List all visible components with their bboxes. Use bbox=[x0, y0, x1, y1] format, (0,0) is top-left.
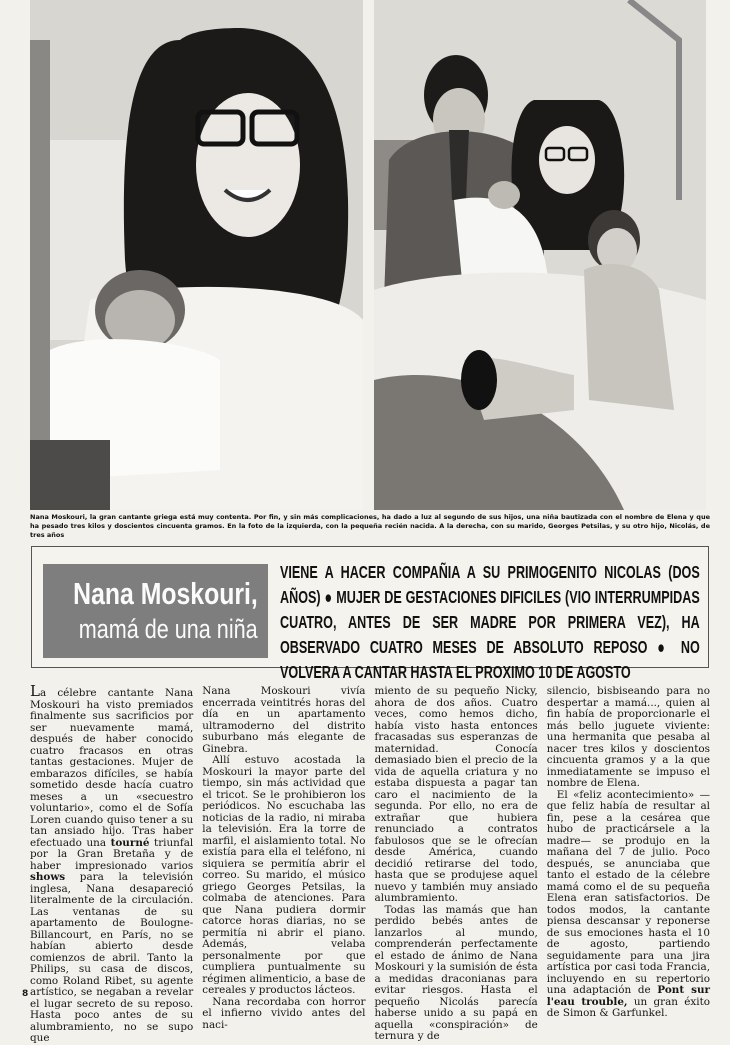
photo-spread bbox=[30, 0, 706, 510]
title-line-2: mamá de una niña bbox=[79, 614, 258, 644]
article-column-2 bbox=[202, 685, 366, 1031]
article-column-1 bbox=[30, 682, 194, 1044]
paragraph: silencio, bisbiseando para no despertar a mamá..., quien al fin había de proporcionarle el más bello juguete viviente: una hermanita que pesaba al nacer tres kilos y doscientos cincuenta gramos y a la que inmediatamente se impuso el nombre de Elena. bbox=[546, 685, 710, 789]
photo-right-image bbox=[374, 0, 706, 510]
headline-box bbox=[31, 546, 709, 682]
article-deck: VIENE A HACER COMPAÑIA A SU PRIMOGENITO NICOLAS (DOS AÑOS) ● MUJER DE GESTACIONES DIFICILES (VIO INTERRUMPIDAS CUATRO, ANTES DE SER MADRE POR PRIMERA VEZ), HA OBSERVADO CUATRO MESES DE ABSOLUTO REPOSO ● NO VOLVERA A CANTAR HASTA EL PROXIMO 10 DE AGOSTO bbox=[280, 562, 700, 682]
paragraph: Nana recordaba con horror el infierno vivido antes del naci- bbox=[202, 995, 366, 1031]
title-line-1: Nana Moskouri, bbox=[73, 576, 258, 611]
article-title bbox=[43, 564, 268, 658]
article-column-3 bbox=[374, 685, 538, 1042]
paragraph: Allí estuvo acostada la Moskouri la mayor parte del tiempo, sin más actividad que el tricot. Se le prohibieron los periódicos. No escuchaba las noticias de la radio, ni miraba la televisión. Era la torre de marfil, el aislamiento total. No existía para ella el teléfono, ni siquiera se permitía abrir el correo. Su marido, el músico griego Georges Petsilas, la colmaba de atenciones. Para que Nana pudiera dormir catorce horas diarias, no se permitía ni abrir el piano. Además, velaba personalmente por que cumpliera puntualmente su régimen alimenticio, a base de cereales y productos lácteos. bbox=[202, 754, 366, 996]
photo-mother-with-newborn bbox=[30, 0, 363, 510]
paragraph: Todas las mamás que han perdido bebés antes de lanzarlos al mundo, comprenderán perfectamente el estado de ánimo de Nana Moskouri y la sumisión de ésta a medidas draconianas para evitar riesgos. Hasta el pequeño Nicolás parecía haberse unido a su papá en aquella «conspiración» de ternura y de bbox=[374, 903, 538, 1042]
photo-left-image bbox=[30, 0, 363, 510]
paragraph: miento de su pequeño Nicky, ahora de dos años. Cuatro veces, como hemos dicho, había visto hasta entonces fracasadas sus esperanzas de maternidad. Conocía demasiado bien el precio de la vida de aquella criatura y no estaba dispuesta a pagar tan caro el nacimiento de la segunda. Por ello, no era de extrañar que hubiera renunciado a contratos fabulosos que se le ofrecían desde América, cuando decidió retirarse del todo, hasta que se produjese aquel nuevo y también muy ansiado alumbramiento. bbox=[374, 685, 538, 904]
paragraph: Nana Moskouri vivía encerrada veintitrés horas del día en un apartamento ultramoderno del distrito suburbano más elegante de Ginebra. bbox=[202, 685, 366, 755]
article-body bbox=[30, 682, 711, 1044]
page-number: 8 bbox=[22, 989, 29, 999]
article-column-4 bbox=[546, 685, 711, 1019]
paragraph: El «feliz acontecimiento» —que feliz había de resultar al fin, pese a la cesárea que hubo de practicársele a la madre— se produjo en la mañana del 7 de julio. Poco después, se anunciaba que tanto el estado de la célebre mamá como el de su pequeña Elena eran satisfactorios. De todos modos, la cantante piensa descansar y reponerse de sus emociones hasta el 10 de agosto, partiendo seguidamente para una jira artística por casi toda Francia, incluyendo en su repertorio una adaptación de Pont sur l'eau trouble, un gran éxito de Simon & Garfunkel. bbox=[546, 788, 711, 1019]
paragraph: La célebre cantante Nana Moskouri ha visto premiados finalmente sus sacrificios por ser nuevamente mamá, después de haber conocido cuatro fracasos en otras tantas gestaciones. Mujer de embarazos difíciles, se había sometido desde hacía cuatro meses a un «secuestro voluntario», como el de Sofía Loren cuando quiso tener a su tan ansiado hijo. Tras haber efectuado una tourné triunfal por la Gran Bretaña y de haber impresionado varios shows para la televisión inglesa, Nana desapareció literalmente de la circulación. Las ventanas de su apartamento de Boulogne-Billancourt, en París, no se habían abierto desde comienzos de abril. Tanto la Philips, su casa de discos, como Roland Ribet, su agente artístico, se negaban a revelar el lugar secreto de su reposo. Hasta poco antes de su alumbramiento, no se supo que bbox=[30, 682, 194, 1044]
photo-family-hospital bbox=[374, 0, 706, 510]
drop-cap: L bbox=[30, 682, 40, 700]
photo-caption: Nana Moskouri, la gran cantante griega está muy contenta. Por fin, y sin más complicaciones, ha dado a luz al segundo de sus hijos, una niña bautizada con el nombre de Elena y que ha pesado tres kilos y doscientos cincuenta gramos. En la foto de la izquierda, con la pequeña recién nacida. A la derecha, con su marido, Georges Petsilas, y su otro hijo, Nicolás, de tres años bbox=[30, 513, 710, 539]
